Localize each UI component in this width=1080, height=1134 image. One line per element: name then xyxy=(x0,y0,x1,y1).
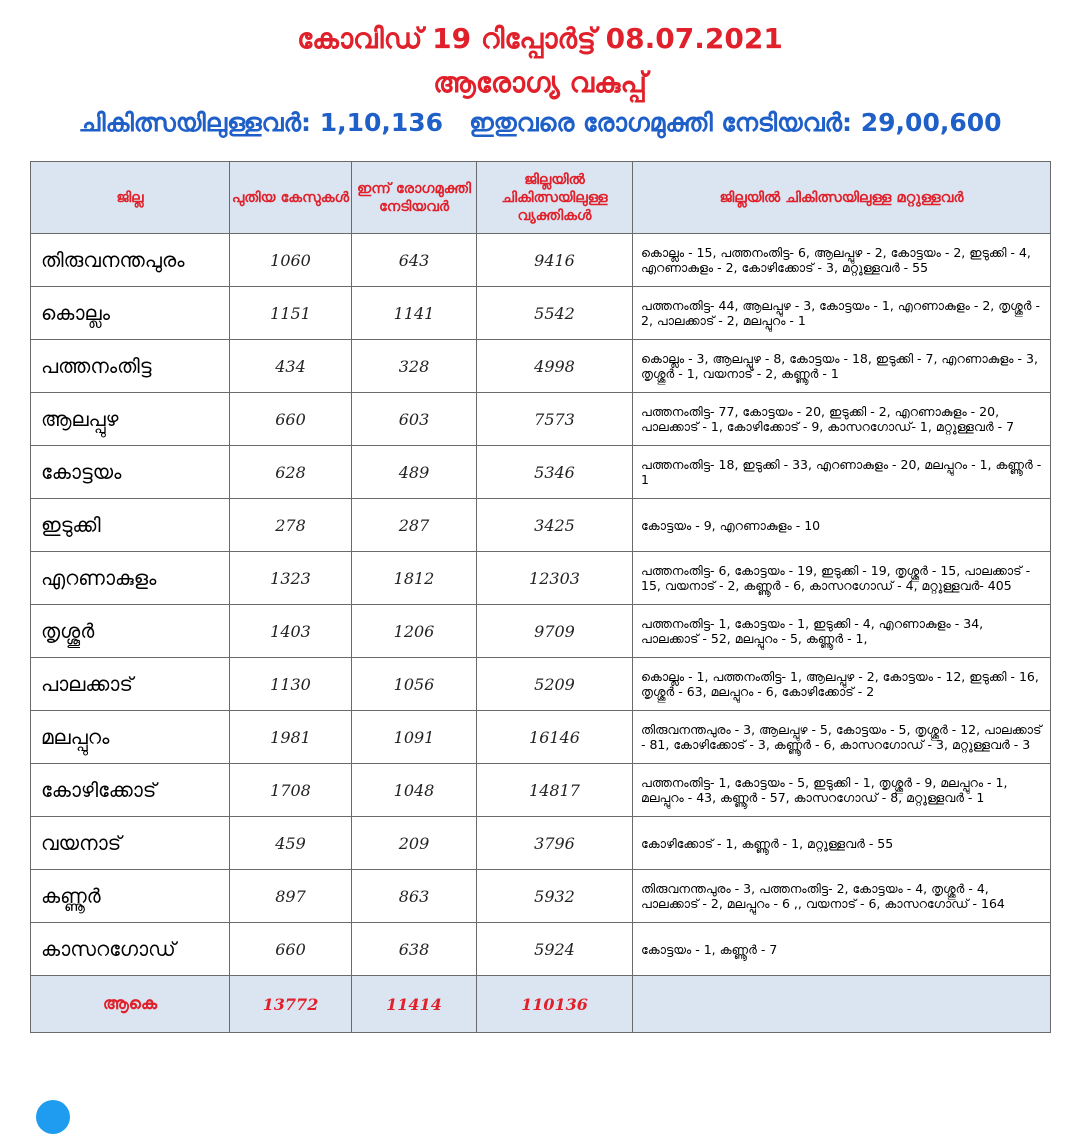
recovered-today: 1206 xyxy=(352,605,477,658)
new-cases: 459 xyxy=(230,817,352,870)
table-row xyxy=(31,870,1051,923)
others-list: പത്തനംതിട്ട- 6, കോട്ടയം - 19, ഇടുക്കി - 19, തൃശ്ശൂർ - 15, പാലക്കാട് - 15, വയനാട് - 2, കണ്ണൂർ - 6, കാസറഗോഡ് - 4, മറ്റുള്ളവർ- 405 xyxy=(633,552,1051,605)
table-row xyxy=(31,234,1051,287)
active-cases: 9709 xyxy=(477,605,633,658)
table-row xyxy=(31,605,1051,658)
district-table xyxy=(30,161,1051,1033)
total-recovered: 11414 xyxy=(352,976,477,1033)
district-name: ആലപ്പുഴ xyxy=(31,393,230,446)
district-name: കോഴിക്കോട് xyxy=(31,764,230,817)
active-cases: 14817 xyxy=(477,764,633,817)
district-name: കണ്ണൂർ xyxy=(31,870,230,923)
recovered-today: 489 xyxy=(352,446,477,499)
department-title: ആരോഗ്യ വകുപ്പ് xyxy=(433,66,647,99)
new-cases: 1403 xyxy=(230,605,352,658)
active-cases: 16146 xyxy=(477,711,633,764)
table-row xyxy=(31,446,1051,499)
others-list: കൊല്ലം - 1, പത്തനംതിട്ട- 1, ആലപ്പുഴ - 2, കോട്ടയം - 12, ഇടുക്കി - 16, തൃശ്ശൂർ - 63, മലപ്പുറം - 6, കോഴിക്കോട് - 2 xyxy=(633,658,1051,711)
recovered-today: 603 xyxy=(352,393,477,446)
new-cases: 1708 xyxy=(230,764,352,817)
new-cases: 278 xyxy=(230,499,352,552)
active-cases: 5542 xyxy=(477,287,633,340)
others-list: പത്തനംതിട്ട- 1, കോട്ടയം - 5, ഇടുക്കി - 1, തൃശ്ശൂർ - 9, മലപ്പുറം - 1, മലപ്പുറം - 43, കണ്ണൂർ - 57, കാസറഗോഡ് - 8, മറ്റുള്ളവർ - 1 xyxy=(633,764,1051,817)
new-cases: 660 xyxy=(230,923,352,976)
table-row xyxy=(31,552,1051,605)
new-cases: 660 xyxy=(230,393,352,446)
new-cases: 1060 xyxy=(230,234,352,287)
others-list: പത്തനംതിട്ട- 77, കോട്ടയം - 20, ഇടുക്കി - 2, എറണാകുളം - 20, പാലക്കാട് - 1, കോഴിക്കോട് - 9, കാസറഗോഡ്- 1, മറ്റുള്ളവർ - 7 xyxy=(633,393,1051,446)
total-label: ആകെ xyxy=(31,976,230,1033)
district-name: കാസറഗോഡ് xyxy=(31,923,230,976)
new-cases: 1130 xyxy=(230,658,352,711)
under-treatment-count: ചികിത്സയിലുള്ളവർ: 1,10,136 xyxy=(78,108,444,137)
recovered-today: 287 xyxy=(352,499,477,552)
others-list: കൊല്ലം - 3, ആലപ്പുഴ - 8, കോട്ടയം - 18, ഇടുക്കി - 7, എറണാകുളം - 3, തൃശ്ശൂർ - 1, വയനാട് - 2, കണ്ണൂർ - 1 xyxy=(633,340,1051,393)
table-row xyxy=(31,711,1051,764)
district-name: പാലക്കാട് xyxy=(31,658,230,711)
recovered-total-count: ഇതുവരെ രോഗമുക്തി നേടിയവർ: 29,00,600 xyxy=(469,108,1002,137)
new-cases: 1151 xyxy=(230,287,352,340)
table-row xyxy=(31,764,1051,817)
active-cases: 5346 xyxy=(477,446,633,499)
active-cases: 3425 xyxy=(477,499,633,552)
others-list: കോഴിക്കോട് - 1, കണ്ണൂർ - 1, മറ്റുള്ളവർ - 55 xyxy=(633,817,1051,870)
others-list: പത്തനംതിട്ട- 44, ആലപ്പുഴ - 3, കോട്ടയം - 1, എറണാകുളം - 2, തൃശ്ശൂർ - 2, പാലക്കാട് - 2, മലപ്പുറം - 1 xyxy=(633,287,1051,340)
total-row xyxy=(31,976,1051,1033)
summary-line xyxy=(0,108,1080,138)
active-cases: 5932 xyxy=(477,870,633,923)
district-name: മലപ്പുറം xyxy=(31,711,230,764)
col-new-cases: പുതിയ കേസുകൾ xyxy=(230,162,352,234)
others-list: തിരുവനന്തപുരം - 3, ആലപ്പുഴ - 5, കോട്ടയം - 5, തൃശ്ശൂർ - 12, പാലക്കാട് - 81, കോഴിക്കോട് - 3, കണ്ണൂർ - 6, കാസറഗോഡ് - 3, മറ്റുള്ളവർ - 3 xyxy=(633,711,1051,764)
recovered-today: 1141 xyxy=(352,287,477,340)
active-cases: 4998 xyxy=(477,340,633,393)
new-cases: 628 xyxy=(230,446,352,499)
active-cases: 7573 xyxy=(477,393,633,446)
col-others-in-district: ജില്ലയിൽ ചികിത്സയിലുള്ള മറ്റുള്ളവർ xyxy=(633,162,1051,234)
table-row xyxy=(31,287,1051,340)
recovered-today: 643 xyxy=(352,234,477,287)
district-name: ഇടുക്കി xyxy=(31,499,230,552)
table-row xyxy=(31,340,1051,393)
recovered-today: 328 xyxy=(352,340,477,393)
recovered-today: 209 xyxy=(352,817,477,870)
new-cases: 1323 xyxy=(230,552,352,605)
recovered-today: 863 xyxy=(352,870,477,923)
active-cases: 9416 xyxy=(477,234,633,287)
new-cases: 897 xyxy=(230,870,352,923)
col-district: ജില്ല xyxy=(31,162,230,234)
new-cases: 434 xyxy=(230,340,352,393)
partial-circle-icon xyxy=(36,1100,70,1134)
table-row xyxy=(31,923,1051,976)
others-list: തിരുവനന്തപുരം - 3, പത്തനംതിട്ട- 2, കോട്ടയം - 4, തൃശ്ശൂർ - 4, പാലക്കാട് - 2, മലപ്പുറം - 6 ,, വയനാട് - 6, കാസറഗോഡ് - 164 xyxy=(633,870,1051,923)
others-list: പത്തനംതിട്ട- 1, കോട്ടയം - 1, ഇടുക്കി - 4, എറണാകുളം - 34, പാലക്കാട് - 52, മലപ്പുറം - 5, കണ്ണൂർ - 1, xyxy=(633,605,1051,658)
recovered-today: 638 xyxy=(352,923,477,976)
recovered-today: 1812 xyxy=(352,552,477,605)
others-list: കോട്ടയം - 9, എറണാകുളം - 10 xyxy=(633,499,1051,552)
district-name: പത്തനംതിട്ട xyxy=(31,340,230,393)
table-header-row xyxy=(31,162,1051,234)
district-name: കൊല്ലം xyxy=(31,287,230,340)
district-name: തൃശ്ശൂർ xyxy=(31,605,230,658)
active-cases: 12303 xyxy=(477,552,633,605)
recovered-today: 1056 xyxy=(352,658,477,711)
table-row xyxy=(31,499,1051,552)
total-others-empty xyxy=(633,976,1051,1033)
others-list: കൊല്ലം - 15, പത്തനംതിട്ട- 6, ആലപ്പുഴ - 2, കോട്ടയം - 2, ഇടുക്കി - 4, എറണാകുളം - 2, കോഴിക്കോട് - 3, മറ്റുള്ളവർ - 55 xyxy=(633,234,1051,287)
active-cases: 5924 xyxy=(477,923,633,976)
district-name: തിരുവനന്തപുരം xyxy=(31,234,230,287)
report-title: കോവിഡ് 19 റിപ്പോർട്ട് 08.07.2021 xyxy=(297,22,783,55)
col-active-in-district: ജില്ലയിൽ ചികിത്സയിലുള്ള വ്യക്തികൾ xyxy=(477,162,633,234)
table-row xyxy=(31,658,1051,711)
district-name: വയനാട് xyxy=(31,817,230,870)
district-name: എറണാകുളം xyxy=(31,552,230,605)
others-list: കോട്ടയം - 1, കണ്ണൂർ - 7 xyxy=(633,923,1051,976)
district-name: കോട്ടയം xyxy=(31,446,230,499)
recovered-today: 1048 xyxy=(352,764,477,817)
table-row xyxy=(31,817,1051,870)
table-row xyxy=(31,393,1051,446)
active-cases: 5209 xyxy=(477,658,633,711)
others-list: പത്തനംതിട്ട- 18, ഇടുക്കി - 33, എറണാകുളം - 20, മലപ്പുറം - 1, കണ്ണൂർ - 1 xyxy=(633,446,1051,499)
recovered-today: 1091 xyxy=(352,711,477,764)
new-cases: 1981 xyxy=(230,711,352,764)
col-recovered-today: ഇന്ന് രോഗമുക്തി നേടിയവർ xyxy=(352,162,477,234)
total-active: 110136 xyxy=(477,976,633,1033)
total-new-cases: 13772 xyxy=(230,976,352,1033)
active-cases: 3796 xyxy=(477,817,633,870)
